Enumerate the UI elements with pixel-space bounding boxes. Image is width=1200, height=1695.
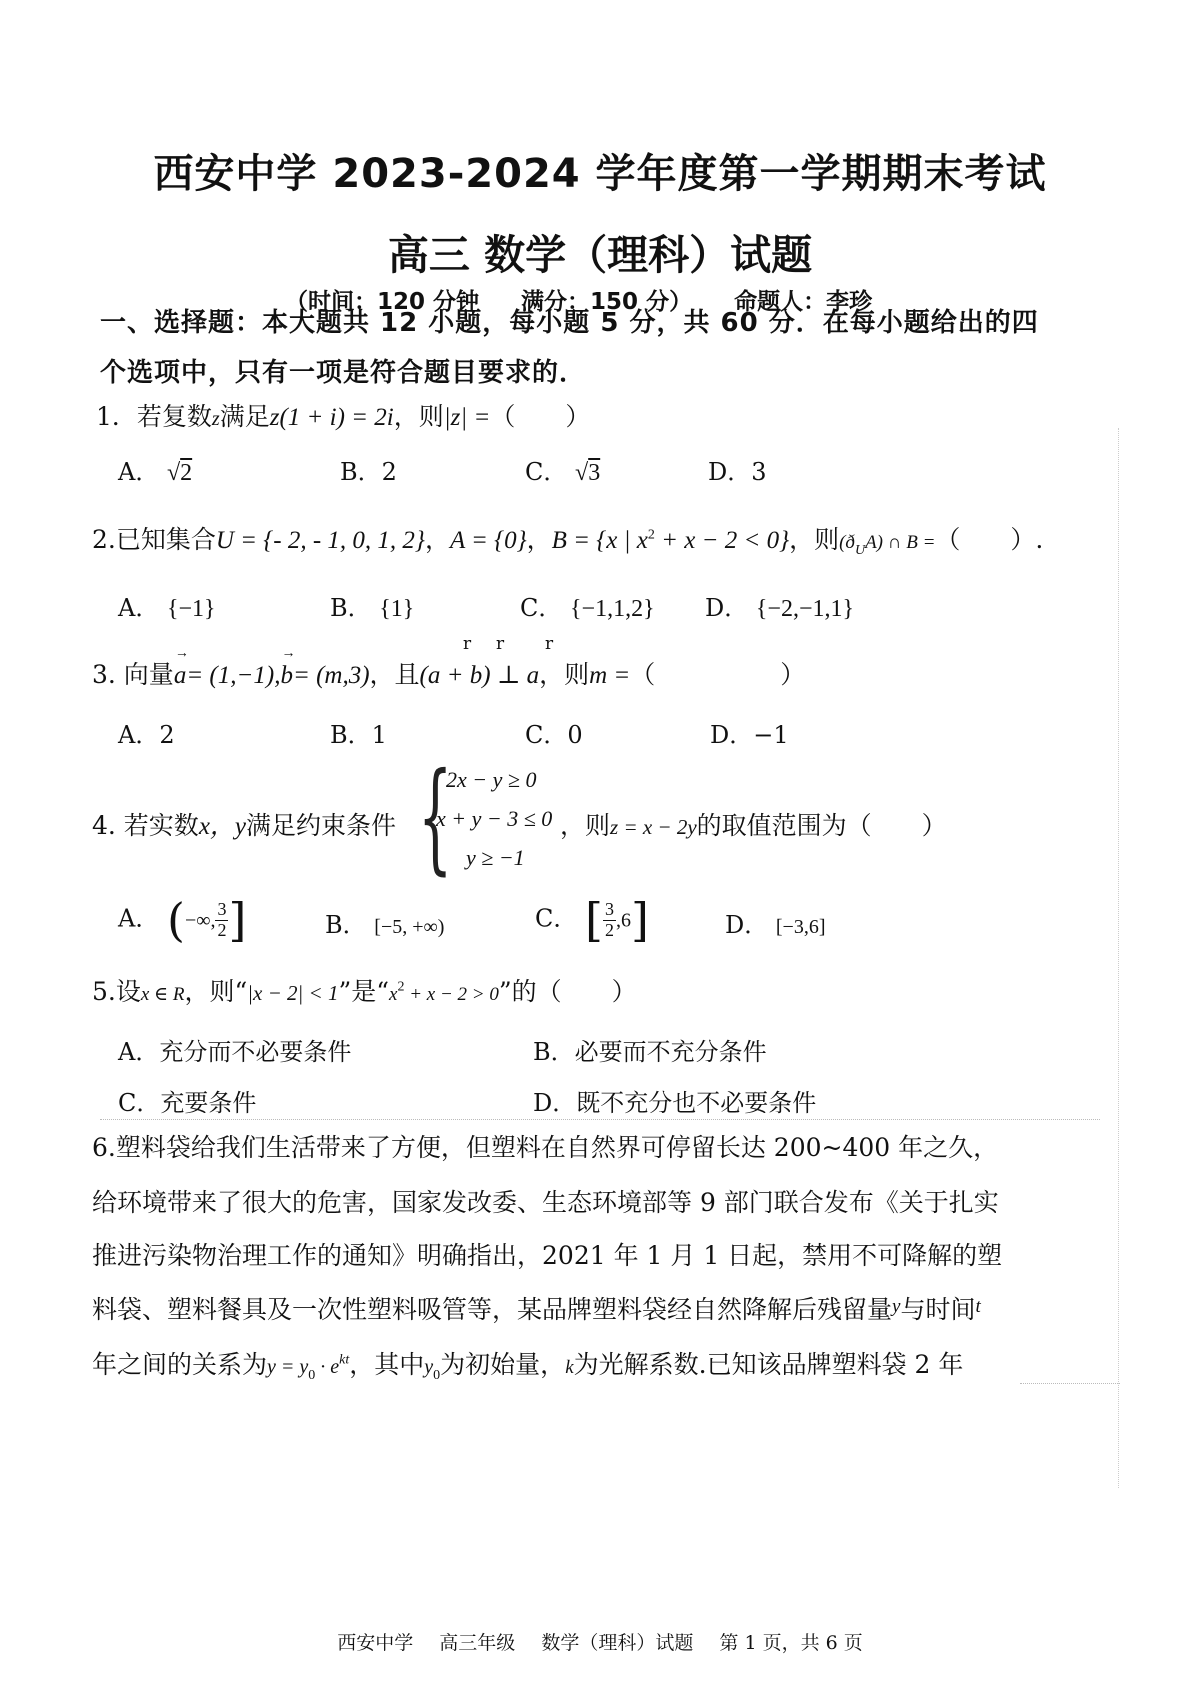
q3-option-d: D．−1 <box>710 721 789 749</box>
q4-option-c: C． [ $\frac{3}{2}$ ,6] <box>535 893 649 947</box>
question-6-line2: 给环境带来了很大的危害，国家发改委、生态环境部等 9 部门联合发布《关于扎实 <box>92 1188 999 1217</box>
section-heading-line2: 个选项中，只有一项是符合题目要求的． <box>100 358 587 388</box>
question-6-line3: 推进污染物治理工作的通知》明确指出，2021 年 1 月 1 日起，禁用不可降解的塑 <box>92 1241 1003 1270</box>
q4-constraint-1: 2x − y ≥ 0 <box>446 767 537 792</box>
footer-subject: 数学（理科）试题 <box>541 1632 694 1654</box>
section-heading-line1: 一、选择题：本大题共 12 小题，每小题 5 分，共 60 分．在每小题给出的四 <box>100 308 1039 338</box>
q4-option-a: A． (−∞, $\frac{3}{2}$ ] <box>118 893 247 947</box>
q5-option-b: B．必要而不充分条件 <box>533 1038 767 1066</box>
dotted-separator <box>100 1119 1100 1120</box>
question-4-tail: ，则z = x − 2y的取值范围为（ ） <box>560 811 947 840</box>
q3-option-c: C．0 <box>525 721 583 749</box>
q3-vector-mark: r <box>463 634 472 654</box>
dotted-separator <box>1020 1383 1120 1384</box>
q2-option-d: D． {−2,−1,1} <box>705 594 854 622</box>
q3-vector-mark: r <box>545 634 554 654</box>
q1-option-c: C． √3 <box>525 458 601 486</box>
exam-title: 西安中学 2023-2024 学年度第一学期期末考试 <box>153 151 1047 197</box>
q2-option-c: C． {−1,1,2} <box>520 594 655 622</box>
question-3: 3. 向量→ a= (1,−1),→ b= (m,3)，且(a + b) ⊥ a，则m =（ ） <box>92 655 805 691</box>
page-footer <box>0 1628 1200 1655</box>
question-6-line1: 6.塑料袋给我们生活带来了方便，但塑料在自然界可停留长达 200~400 年之久， <box>92 1133 999 1162</box>
q5-option-d: D．既不充分也不必要条件 <box>533 1089 817 1117</box>
question-2: 2.已知集合U = {- 2, - 1, 0, 1, 2}，A = {0}，B = {x | $x^2 + x - 2 < 0$}，则$(ð_UA)$ ∩ B =（ ）. <box>92 525 1044 558</box>
exam-time: （时间：120 分钟 <box>285 289 480 315</box>
exam-score: 满分：150 分） <box>521 289 693 315</box>
q2-option-a: A． {−1} <box>118 594 216 622</box>
question-5: 5.设x ∈ R，则“|x − 2| < 1”是“$x^2 + x - 2 > 0$”的（ ） <box>92 977 637 1006</box>
q4-constraint-2: x + y − 3 ≤ 0 <box>436 806 553 831</box>
q2-option-b: B． {1} <box>330 594 415 622</box>
footer-grade: 高三年级 <box>439 1632 516 1654</box>
question-6-line4: 料袋、塑料餐具及一次性塑料吸管等，某品牌塑料袋经自然降解后残留量$^y$与时间$^t$ <box>92 1295 981 1324</box>
q4-constraint-3: y ≥ −1 <box>466 845 525 870</box>
question-4-lead: 4. 若实数x，y满足约束条件 <box>92 811 397 840</box>
footer-page: 第 1 页，共 6 页 <box>719 1632 863 1654</box>
q3-vector-mark: r <box>496 634 505 654</box>
exam-subtitle: 高三 数学（理科）试题 <box>387 231 813 279</box>
q3-option-b: B．1 <box>330 721 387 749</box>
q4-option-d: D． [−3,6] <box>725 911 826 939</box>
question-6-line5: 年之间的关系为$y = y_0 \cdot e^{kt}$，其中$y_0$为初始量，k为光解系数.已知该品牌塑料袋 2 年 <box>92 1350 964 1383</box>
q5-option-c: C．充要条件 <box>118 1089 257 1117</box>
q1-option-b: B．2 <box>340 458 397 486</box>
q1-option-a: A． √2 <box>118 458 193 486</box>
question-1: 1．若复数z满足z(1 + i) = 2i，则|z| =（ ） <box>96 402 591 431</box>
q1-option-d: D．3 <box>708 458 767 486</box>
q5-option-a: A．充分而不必要条件 <box>118 1038 352 1066</box>
exam-author: 命题人：李珍 <box>734 289 873 315</box>
q3-option-a: A．2 <box>118 721 175 749</box>
q4-brace: { <box>418 748 453 887</box>
margin-dotted-line <box>1118 428 1119 1488</box>
footer-school: 西安中学 <box>337 1632 414 1654</box>
q4-option-b: B． [−5, +∞) <box>325 911 445 939</box>
